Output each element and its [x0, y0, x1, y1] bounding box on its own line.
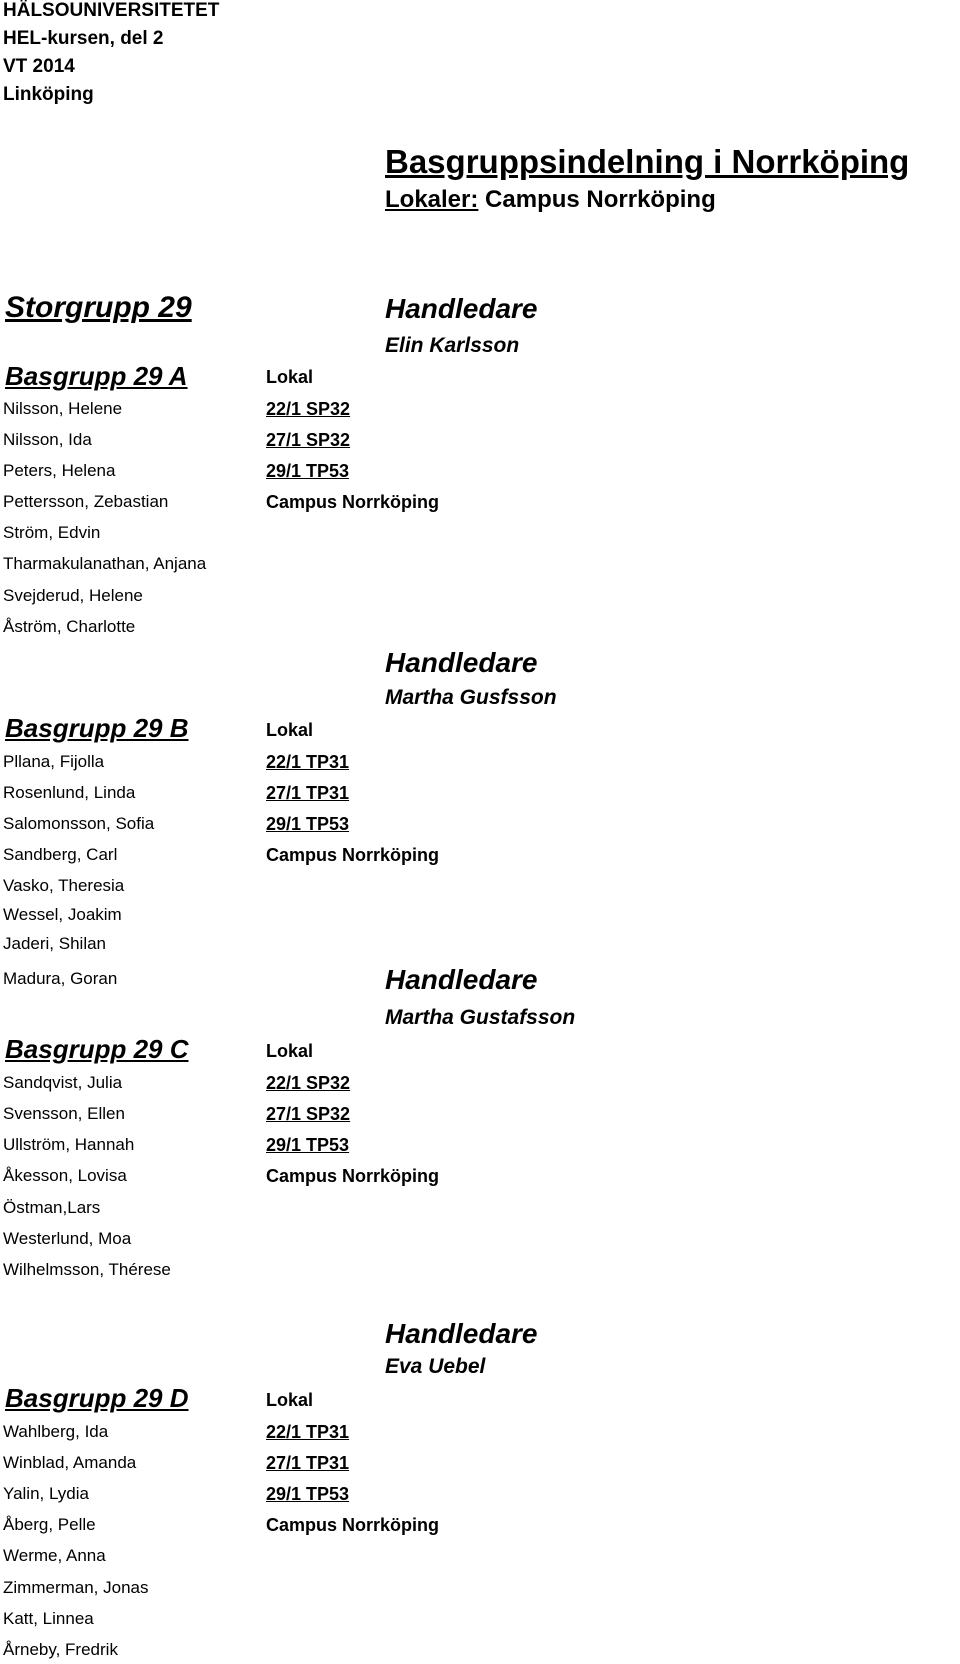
header-line-1: HÄLSOUNIVERSITETET [3, 0, 220, 21]
group-a-handledare-name: Elin Karlsson [385, 334, 520, 357]
group-c-handledare-name: Martha Gustafsson [385, 1006, 576, 1029]
group-c-member: Östman,Lars [3, 1198, 101, 1217]
group-c-member: Wilhelmsson, Thérese [3, 1260, 171, 1279]
group-d-member: Wahlberg, Ida [3, 1422, 109, 1441]
subtitle-value: Campus Norrköping [478, 186, 716, 213]
group-c-member: Åkesson, Lovisa [3, 1166, 127, 1185]
group-c-title: Basgrupp 29 C [5, 1034, 189, 1064]
group-a-handledare-label: Handledare [385, 293, 538, 324]
group-d-member: Åberg, Pelle [3, 1515, 96, 1534]
group-d-handledare-name: Eva Uebel [385, 1355, 486, 1378]
group-a-member: Peters, Helena [3, 461, 116, 480]
group-b-title: Basgrupp 29 B [5, 713, 189, 743]
group-b-member: Pllana, Fijolla [3, 752, 105, 771]
group-a-room-1: 22/1 SP32 [266, 399, 351, 419]
subtitle-label: Lokaler: [385, 186, 479, 213]
group-b-room-3: 29/1 TP53 [266, 814, 350, 834]
group-b-handledare-name: Martha Gusfsson [385, 686, 557, 709]
group-b-handledare-label: Handledare [385, 647, 538, 678]
group-b-lokal-label: Lokal [266, 720, 314, 740]
group-b-member: Rosenlund, Linda [3, 783, 136, 802]
group-c-room-2: 27/1 SP32 [266, 1104, 351, 1124]
header-line-2: HEL-kursen, del 2 [3, 28, 164, 49]
group-c-room-4: Campus Norrköping [266, 1166, 440, 1186]
group-c-member: Westerlund, Moa [3, 1229, 132, 1248]
group-d-handledare-label: Handledare [385, 1318, 538, 1349]
group-d-member: Årneby, Fredrik [3, 1640, 118, 1659]
group-d-room-4: Campus Norrköping [266, 1515, 440, 1535]
group-c-member: Sandqvist, Julia [3, 1073, 123, 1092]
group-b-member: Wessel, Joakim [3, 905, 122, 924]
group-d-room-3: 29/1 TP53 [266, 1484, 350, 1504]
storgrupp-title: Storgrupp 29 [5, 291, 192, 324]
group-d-member: Zimmerman, Jonas [3, 1578, 149, 1597]
group-b-member: Salomonsson, Sofia [3, 814, 155, 833]
group-b-room-2: 27/1 TP31 [266, 783, 350, 803]
group-d-member: Yalin, Lydia [3, 1484, 89, 1503]
group-b-room-4: Campus Norrköping [266, 845, 440, 865]
group-a-member: Tharmakulanathan, Anjana [3, 554, 207, 573]
group-b-member: Jaderi, Shilan [3, 934, 107, 953]
group-d-title: Basgrupp 29 D [5, 1383, 189, 1413]
group-a-title: Basgrupp 29 A [5, 361, 188, 391]
group-c-member: Svensson, Ellen [3, 1104, 125, 1123]
group-b-room-1: 22/1 TP31 [266, 752, 350, 772]
page-title: Basgruppsindelning i Norrköping [385, 143, 910, 180]
group-a-member: Åström, Charlotte [3, 617, 136, 636]
group-d-room-1: 22/1 TP31 [266, 1422, 350, 1442]
group-a-lokal-label: Lokal [266, 367, 314, 387]
header-line-4: Linköping [3, 84, 94, 105]
group-a-member: Nilsson, Ida [3, 430, 92, 449]
group-c-lokal-label: Lokal [266, 1041, 314, 1061]
group-a-member: Pettersson, Zebastian [3, 492, 169, 511]
group-d-lokal-label: Lokal [266, 1390, 314, 1410]
header-line-3: VT 2014 [3, 56, 75, 77]
group-c-handledare-label: Handledare [385, 964, 538, 995]
group-b-member: Madura, Goran [3, 969, 118, 988]
page-subtitle [385, 186, 716, 214]
group-c-member: Ullström, Hannah [3, 1135, 135, 1154]
group-d-member: Winblad, Amanda [3, 1453, 137, 1472]
group-d-member: Werme, Anna [3, 1546, 106, 1565]
group-a-member: Nilsson, Helene [3, 399, 123, 418]
group-c-room-3: 29/1 TP53 [266, 1135, 350, 1155]
group-d-member: Katt, Linnea [3, 1609, 94, 1628]
group-b-member: Vasko, Theresia [3, 876, 125, 895]
group-c-room-1: 22/1 SP32 [266, 1073, 351, 1093]
group-a-room-4: Campus Norrköping [266, 492, 440, 512]
group-b-member: Sandberg, Carl [3, 845, 118, 864]
group-d-room-2: 27/1 TP31 [266, 1453, 350, 1473]
group-a-member: Ström, Edvin [3, 523, 101, 542]
group-a-room-3: 29/1 TP53 [266, 461, 350, 481]
group-a-member: Svejderud, Helene [3, 586, 143, 605]
group-a-room-2: 27/1 SP32 [266, 430, 351, 450]
